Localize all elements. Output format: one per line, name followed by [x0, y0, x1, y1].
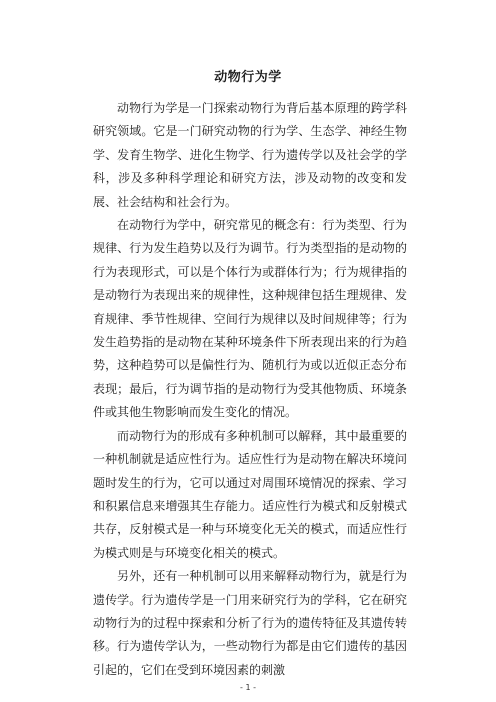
paragraph-2: 在动物行为学中，研究常见的概念有：行为类型、行为规律、行为发生趋势以及行为调节。行为类型指的是动物的行为表现形式，可以是个体行为或群体行为；行为规律指的是动物行为表现出来的规律性，这种规律包括生理规律、发育规律、季节性规律、空间行为规律以及时间规律等；行为发生趋势指的是动物在某种环境条件下所表现出来的行为趋势，这种趋势可以是偏性行为、随机行为或以近似正态分布表现；最后，行为调节指的是动物行为受其他物质、环境条件或其他生物影响而发生变化的情况。 — [93, 218, 407, 420]
paragraph-3: 而动物行为的形成有多种机制可以解释，其中最重要的一种机制就是适应性行为。适应性行为是动物在解决环境问题时发生的行为，它可以通过对周围环境情况的探索、学习和积累信息来增强其生存能力。适应性行为模式和反射模式共存，反射模式是一种与环境变化无关的模式，而适应性行为模式则是与环境变化相关的模式。 — [93, 428, 407, 560]
paragraph-4: 另外，还有一种机制可以用来解释动物行为，就是行为遗传学。行为遗传学是一门用来研究行为的学科，它在研究动物行为的过程中探索和分析了行为的遗传特征及其遗传转移。行为遗传学认为，一些动物行为都是由它们遗传的基因引起的，它们在受到环境因素的刺激 — [93, 569, 407, 677]
document-body — [93, 97, 407, 682]
page-number: - 1 - — [240, 683, 256, 692]
paragraph-1: 动物行为学是一门探索动物行为背后基本原理的跨学科研究领域。它是一门研究动物的行为学、生态学、神经生物学、发育生物学、进化生物学、行为遗传学以及社会学的学科，涉及多种科学理论和研究方法，涉及动物的改变和发展、社会结构和社会行为。 — [93, 101, 407, 209]
document-title: 动物行为学 — [214, 70, 282, 85]
